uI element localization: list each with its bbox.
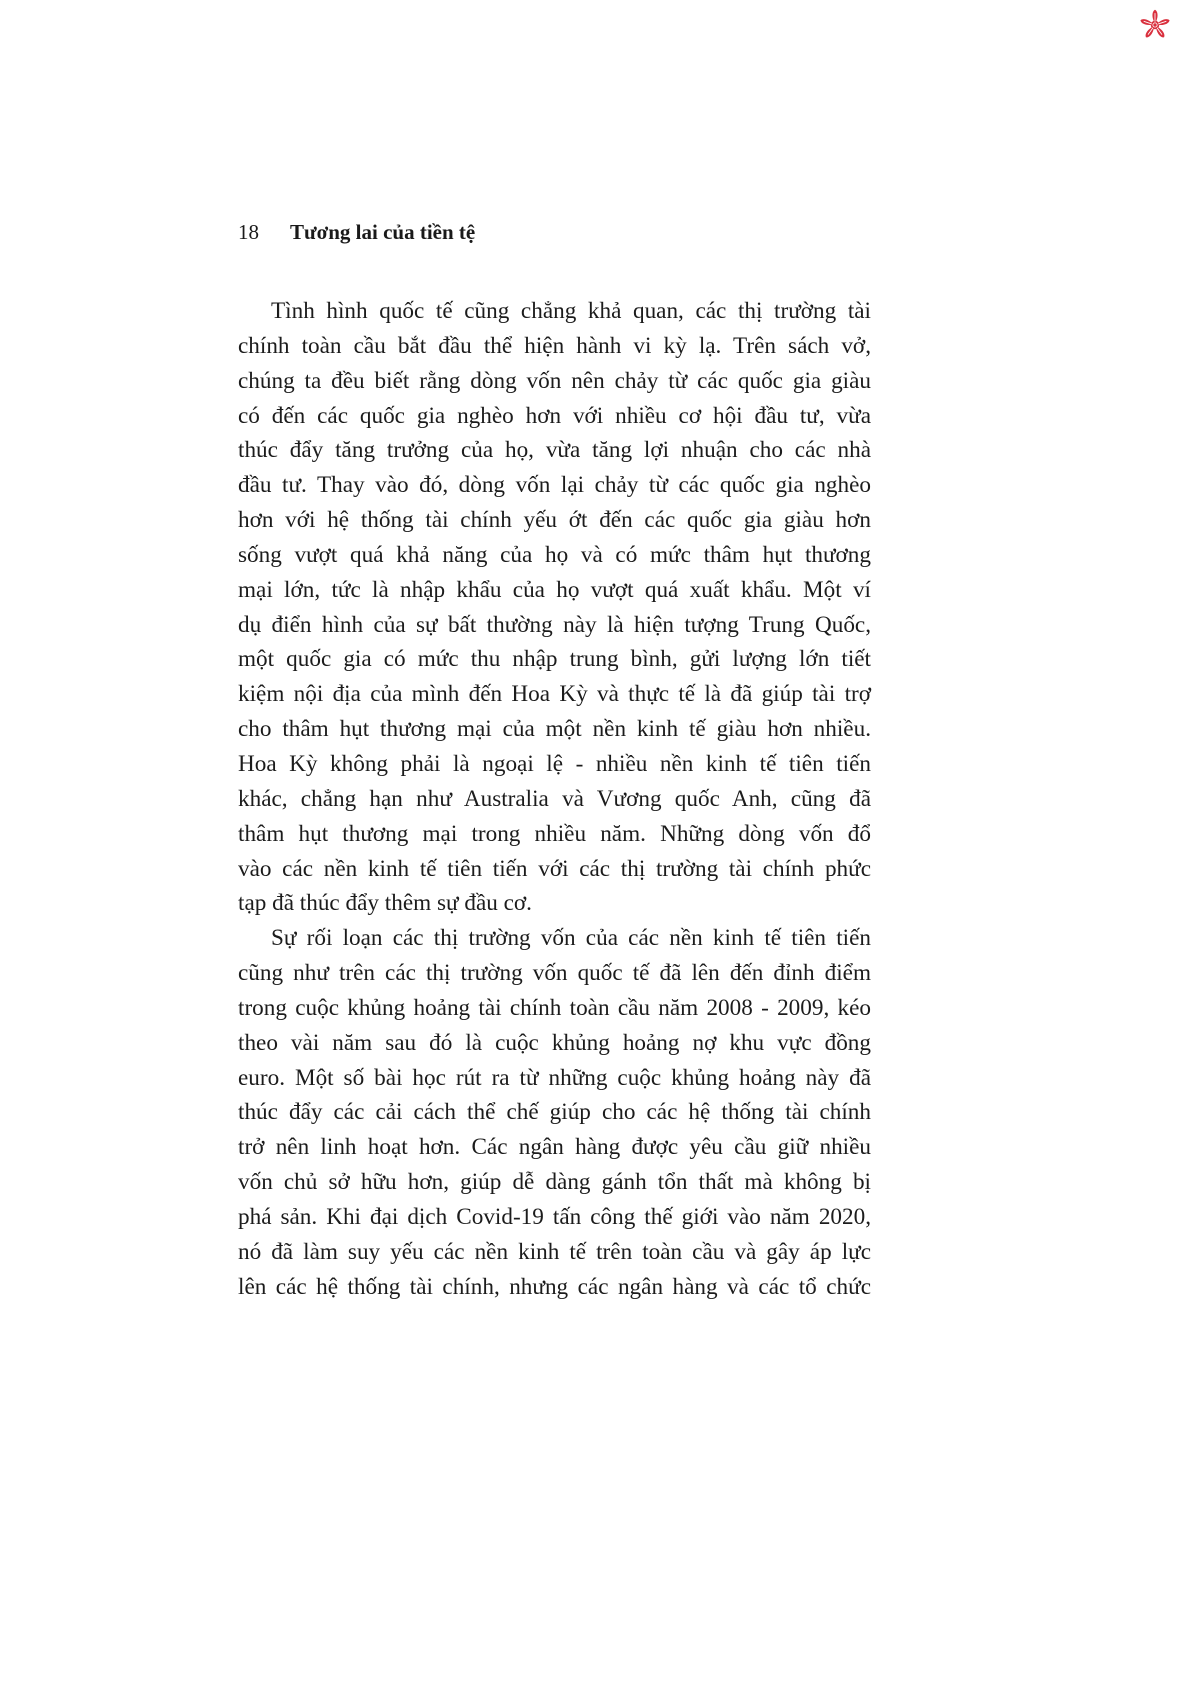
text-line: phá sản. Khi đại dịch Covid-19 tấn công thế giới vào năm 2020, [238, 1203, 871, 1230]
flower-logo-icon [1138, 8, 1172, 42]
text-line: trở nên linh hoạt hơn. Các ngân hàng được yêu cầu giữ nhiều [238, 1134, 871, 1161]
text-line: cho thâm hụt thương mại của một nền kinh tế giàu hơn nhiều. [238, 716, 871, 743]
text-line: đầu tư. Thay vào đó, dòng vốn lại chảy từ các quốc gia nghèo [238, 472, 871, 499]
text-line: theo vài năm sau đó là cuộc khủng hoảng nợ khu vực đồng [238, 1029, 871, 1056]
text-line: nó đã làm suy yếu các nền kinh tế trên toàn cầu và gây áp lực [238, 1238, 871, 1265]
paragraph [238, 294, 871, 921]
text-line: kiệm nội địa của mình đến Hoa Kỳ và thực tế là đã giúp tài trợ [238, 681, 871, 708]
text-line: tạp đã thúc đẩy thêm sự đầu cơ. [238, 890, 532, 917]
text-line: lên các hệ thống tài chính, nhưng các ngân hàng và các tổ chức [238, 1273, 871, 1300]
text-line: sống vượt quá khả năng của họ và có mức thâm hụt thương [238, 541, 871, 568]
text-line: một quốc gia có mức thu nhập trung bình, gửi lượng lớn tiết [238, 646, 871, 673]
body-text [238, 294, 871, 1304]
text-line: cũng như trên các thị trường vốn quốc tế đã lên đến đỉnh điểm [238, 960, 871, 987]
text-line: euro. Một số bài học rút ra từ những cuộc khủng hoảng này đã [238, 1064, 871, 1091]
text-line: thâm hụt thương mại trong nhiều năm. Những dòng vốn đổ [238, 820, 871, 847]
text-line: mại lớn, tức là nhập khẩu của họ vượt quá xuất khẩu. Một ví [238, 576, 871, 603]
text-line: Hoa Kỳ không phải là ngoại lệ - nhiều nền kinh tế tiên tiến [238, 750, 871, 777]
text-line: thúc đẩy tăng trưởng của họ, vừa tăng lợi nhuận cho các nhà [238, 437, 871, 464]
text-line: chính toàn cầu bắt đầu thể hiện hành vi kỳ lạ. Trên sách vở, [238, 332, 871, 359]
chapter-title: Tương lai của tiền tệ [290, 220, 476, 244]
text-line: trong cuộc khủng hoảng tài chính toàn cầu năm 2008 - 2009, kéo [238, 994, 871, 1021]
text-line: Sự rối loạn các thị trường vốn của các nền kinh tế tiên tiến [271, 925, 871, 952]
running-header [238, 218, 878, 246]
paragraph [238, 921, 871, 1304]
text-line: hơn với hệ thống tài chính yếu ớt đến các quốc gia giàu hơn [238, 507, 871, 534]
text-line: chúng ta đều biết rằng dòng vốn nên chảy từ các quốc gia giàu [238, 367, 871, 394]
text-line: thúc đẩy các cải cách thể chế giúp cho các hệ thống tài chính [238, 1099, 871, 1126]
text-line: dụ điển hình của sự bất thường này là hiện tượng Trung Quốc, [238, 611, 871, 638]
text-line: khác, chẳng hạn như Australia và Vương quốc Anh, cũng đã [238, 785, 871, 812]
text-line: vốn chủ sở hữu hơn, giúp dễ dàng gánh tổn thất mà không bị [238, 1169, 871, 1196]
text-line: vào các nền kinh tế tiên tiến với các thị trường tài chính phức [238, 855, 871, 882]
text-line: Tình hình quốc tế cũng chẳng khả quan, các thị trường tài [271, 298, 871, 324]
page-number: 18 [238, 220, 259, 244]
text-line: có đến các quốc gia nghèo hơn với nhiều cơ hội đầu tư, vừa [238, 402, 871, 429]
